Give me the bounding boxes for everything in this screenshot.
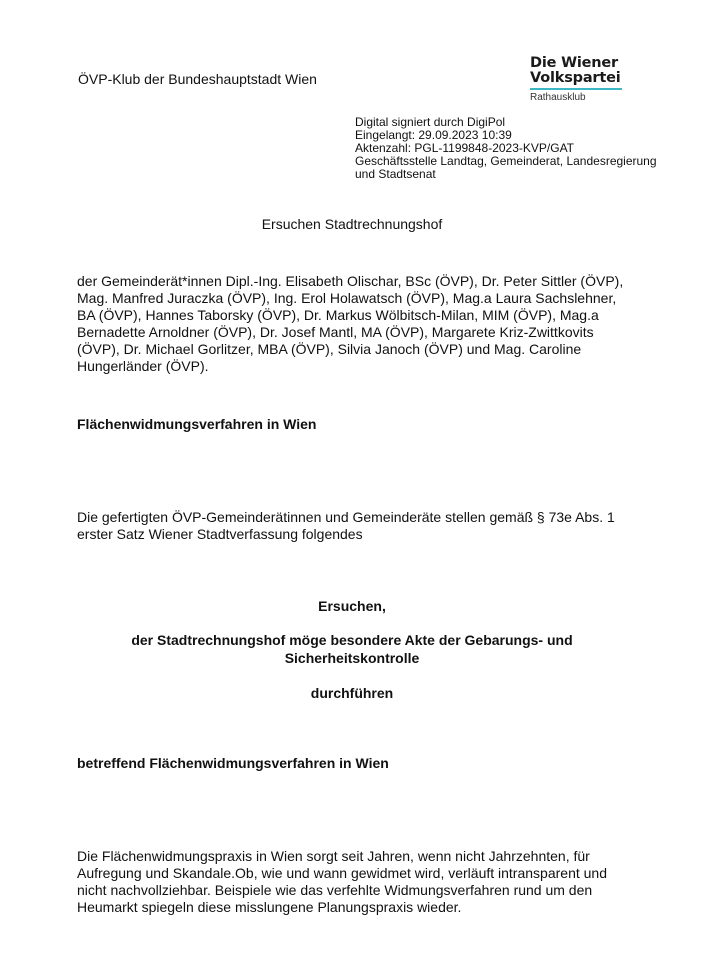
- signature-line: Eingelangt: 29.09.2023 10:39: [355, 128, 512, 142]
- members-paragraph: der Gemeinderät*innen Dipl.-Ing. Elisabeth Olischar, BSc (ÖVP), Dr. Peter Sittler (ÖVP), Mag. Manfred Juraczka (ÖVP), Ing. Erol Holawatsch (ÖVP), Mag.a Laura Sachslehner, BA (ÖVP), Hannes Taborsky (ÖVP), Dr. Markus Wölbitsch-Milan, MIM (ÖVP), Mag.a Bernadette Arnoldner (ÖVP), Dr. Josef Mantl, MA (ÖVP), Margarete Kriz-Zwittkovits (ÖVP), Dr. Michael Gorlitzer, MBA (ÖVP), Silvia Janoch (ÖVP) und Mag. Caroline Hungerländer (ÖVP).: [77, 273, 624, 374]
- party-logo: [530, 56, 622, 103]
- signature-line: Aktenzahl: PGL-1199848-2023-KVP/GAT: [355, 141, 575, 155]
- signature-line: Geschäftsstelle Landtag, Gemeinderat, Landesregierung: [355, 154, 657, 168]
- logo-underline: [530, 88, 622, 90]
- regarding-heading: betreffend Flächenwidmungsverfahren in Wien: [77, 755, 389, 771]
- logo-line-2: Volkspartei: [530, 70, 621, 86]
- signature-line: und Stadtsenat: [355, 167, 436, 181]
- digital-signature-block: [355, 116, 657, 181]
- document-title: Ersuchen Stadtrechnungshof: [261, 216, 443, 232]
- logo-line-3: Rathausklub: [530, 92, 586, 103]
- body-paragraph: Die Flächenwidmungspraxis in Wien sorgt seit Jahren, wenn nicht Jahrzehnten, für Aufregung und Skandale.Ob, wie und wann gewidmet wird, verläuft intransparent und nicht nachvollziehbar. Beispiele wie das verfehlte Widmungsverfahren rund um den Heumarkt spiegeln diese misslungene Planungspraxis wieder.: [77, 848, 607, 915]
- intro-paragraph: Die gefertigten ÖVP-Gemeinderätinnen und Gemeinderäte stellen gemäß § 73e Abs. 1 erster Satz Wiener Stadtverfassung folgendes: [77, 509, 615, 542]
- request-heading: Ersuchen,: [318, 598, 386, 614]
- request-line-2: Sicherheitskontrolle: [284, 650, 420, 666]
- signature-line: Digital signiert durch DigiPol: [355, 115, 506, 129]
- club-name: ÖVP-Klub der Bundeshauptstadt Wien: [78, 71, 317, 87]
- subject-heading: Flächenwidmungsverfahren in Wien: [77, 416, 317, 432]
- request-line-1: der Stadtrechnungshof möge besondere Akte der Gebarungs- und: [131, 632, 573, 648]
- logo-line-1: Die Wiener: [530, 55, 618, 71]
- request-action: durchführen: [310, 685, 394, 701]
